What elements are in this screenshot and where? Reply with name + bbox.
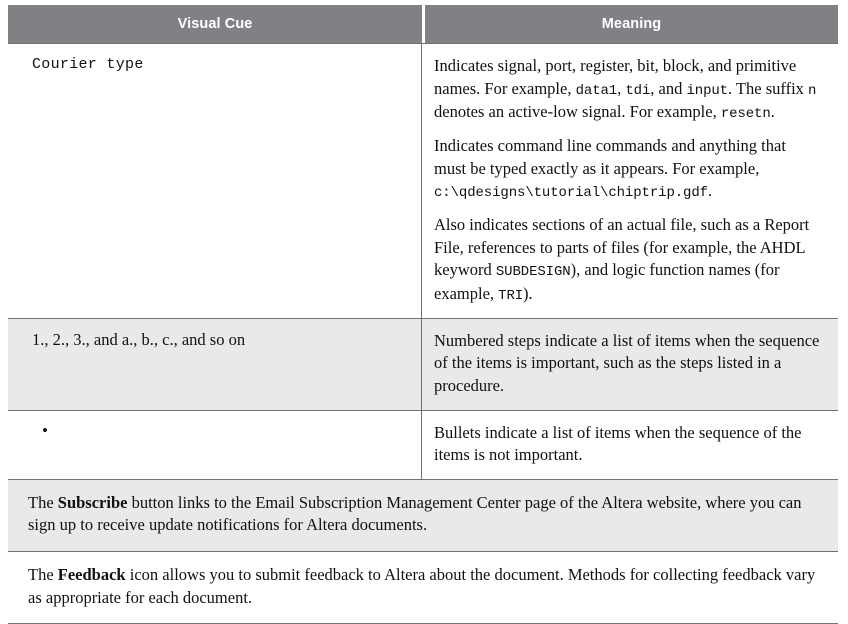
column-header-visual-cue: Visual Cue xyxy=(8,5,422,43)
inline-code: TRI xyxy=(498,287,524,304)
table-row xyxy=(8,43,838,318)
table-header-row xyxy=(8,5,838,43)
meaning-paragraph: Also indicates sections of an actual file, such as a Report File, references to parts of files (for example, the AHDL keyword SUBDESIGN), and logic function names (for example, TRI). xyxy=(434,215,810,304)
subscribe-note-row xyxy=(8,479,838,551)
visual-cue-bullet-glyph: • xyxy=(42,420,48,440)
inline-code: resetn xyxy=(720,105,771,122)
cell-visual-cue xyxy=(8,44,422,318)
feedback-note-text: The Feedback icon allows you to submit feedback to Altera about the document. Methods for collecting feedback vary as appropriate for each document. xyxy=(28,564,816,607)
visual-cue-courier-type: Courier type xyxy=(32,56,144,73)
table-row xyxy=(8,318,838,410)
cell-visual-cue xyxy=(8,411,422,479)
cell-meaning xyxy=(422,319,838,410)
meaning-paragraph: Numbered steps indicate a list of items when the sequence of the items is important, such as the steps listed in a procedure. xyxy=(434,330,820,396)
table-row xyxy=(8,410,838,479)
cell-meaning xyxy=(422,44,838,318)
subscribe-note-text: The Subscribe button links to the Email Subscription Management Center page of the Altera website, where you can sign up to receive update notifications for Altera documents. xyxy=(28,492,802,535)
feedback-note-row xyxy=(8,551,838,624)
cell-visual-cue xyxy=(8,319,422,410)
inline-code: data1 xyxy=(575,82,618,99)
column-header-meaning: Meaning xyxy=(425,5,838,43)
meaning-paragraph: Indicates command line commands and anything that must be typed exactly as it appears. For example, c:\qdesigns\tutorial\chiptrip.gdf. xyxy=(434,135,786,202)
inline-code: SUBDESIGN xyxy=(495,264,571,281)
visual-cue-numbered-steps: 1., 2., 3., and a., b., c., and so on xyxy=(32,329,246,349)
conventions-table xyxy=(8,5,838,624)
meaning-paragraph: Indicates signal, port, register, bit, block, and primitive names. For example, data1, tdi, and input. The suffix n denotes an active-low signal. For example, resetn. xyxy=(434,56,817,122)
cell-meaning xyxy=(422,411,838,479)
inline-bold-term: Feedback xyxy=(57,564,126,584)
inline-bold-term: Subscribe xyxy=(57,492,128,512)
inline-code: c:\qdesigns\tutorial\chiptrip.gdf xyxy=(434,185,708,202)
inline-code: tdi xyxy=(625,82,651,99)
inline-code: n xyxy=(808,82,817,99)
meaning-paragraph: Bullets indicate a list of items when the sequence of the items is not important. xyxy=(434,422,802,465)
inline-code: input xyxy=(686,82,728,99)
